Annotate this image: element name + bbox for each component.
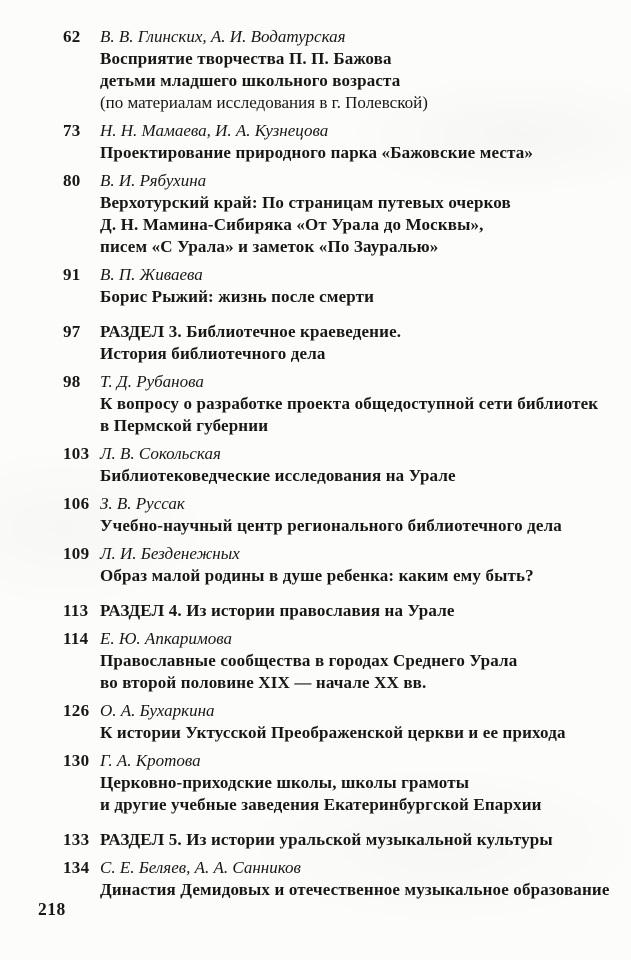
entry-authors: Л. В. Сокольская bbox=[100, 444, 221, 463]
entry-authors: В. В. Глинских, А. И. Водатурская bbox=[100, 27, 346, 46]
section-title-line: История библиотечного дела bbox=[100, 344, 326, 363]
toc-entry bbox=[63, 170, 603, 258]
entry-text bbox=[100, 120, 533, 164]
entry-title-line: Библиотековедческие исследования на Урале bbox=[100, 466, 456, 485]
entry-authors: Г. А. Кротова bbox=[100, 751, 201, 770]
entry-page-number: 62 bbox=[63, 27, 81, 46]
entry-text bbox=[100, 700, 566, 744]
entry-title-line: в Пермской губернии bbox=[100, 416, 269, 435]
entry-page-number: 134 bbox=[63, 858, 90, 877]
entry-authors: Е. Ю. Апкаримова bbox=[100, 629, 232, 648]
entry-page-number: 91 bbox=[63, 265, 81, 284]
entry-title-line: и другие учебные заведения Екатеринбургской Епархии bbox=[100, 795, 542, 814]
toc-entry bbox=[63, 120, 603, 164]
toc-entry bbox=[63, 264, 603, 308]
entry-page-number: 106 bbox=[63, 494, 90, 513]
toc-entry bbox=[63, 857, 610, 901]
entry-page-number: 113 bbox=[63, 601, 89, 620]
entry-title-line: К вопросу о разработке проекта общедоступной сети библиотек bbox=[100, 394, 599, 413]
entry-title-line: писем «С Урала» и заметок «По Зауралью» bbox=[100, 237, 439, 256]
entry-text bbox=[100, 443, 456, 487]
entry-text bbox=[100, 543, 534, 587]
entry-note: (по материалам исследования в г. Полевской) bbox=[100, 93, 428, 112]
entry-authors: Т. Д. Рубанова bbox=[100, 372, 204, 391]
entry-page-number: 109 bbox=[63, 544, 90, 563]
entry-title-line: во второй половине XIX — начале XX вв. bbox=[100, 673, 427, 692]
entry-title-line: Верхотурский край: По страницам путевых очерков bbox=[100, 193, 511, 212]
entry-authors: О. А. Бухаркина bbox=[100, 701, 215, 720]
entry-page-number: 130 bbox=[63, 751, 90, 770]
toc-entry bbox=[63, 493, 603, 537]
entry-text bbox=[100, 628, 517, 694]
section-title-line: РАЗДЕЛ 5. Из истории уральской музыкальной культуры bbox=[100, 830, 553, 849]
entry-authors: Л. И. Безденежных bbox=[100, 544, 240, 563]
entry-authors: Н. Н. Мамаева, И. А. Кузнецова bbox=[100, 121, 329, 140]
entry-title-line: К истории Уктусской Преображенской церкви и ее прихода bbox=[100, 723, 566, 742]
toc-entry bbox=[63, 700, 603, 744]
entry-text bbox=[100, 170, 511, 258]
entry-text bbox=[100, 371, 598, 437]
section-title-line: РАЗДЕЛ 3. Библиотечное краеведение. bbox=[100, 322, 402, 341]
toc-section-entry bbox=[63, 829, 603, 851]
toc-section-entry bbox=[63, 321, 603, 365]
entry-page-number: 114 bbox=[63, 629, 89, 648]
entry-page-number: 103 bbox=[63, 444, 90, 463]
entry-title-line: Православные сообщества в городах Среднего Урала bbox=[100, 651, 518, 670]
entry-page-number: 133 bbox=[63, 830, 90, 849]
toc-entry bbox=[63, 443, 603, 487]
entry-text bbox=[100, 493, 562, 537]
entry-title-line: Образ малой родины в душе ребенка: каким ему быть? bbox=[100, 566, 534, 585]
entry-text bbox=[100, 829, 553, 851]
toc-entry bbox=[63, 543, 603, 587]
entry-title-line: Церковно-приходские школы, школы грамоты bbox=[100, 773, 470, 792]
entry-title-line: Учебно-научный центр регионального библиотечного дела bbox=[100, 516, 562, 535]
entry-authors: В. И. Рябухина bbox=[100, 171, 207, 190]
entry-title-line: Династия Демидовых и отечественное музыкальное образование bbox=[100, 880, 610, 899]
entry-page-number: 98 bbox=[63, 372, 81, 391]
entry-authors: З. В. Руссак bbox=[100, 494, 185, 513]
entry-page-number: 80 bbox=[63, 171, 81, 190]
entry-page-number: 126 bbox=[63, 701, 90, 720]
entry-authors: В. П. Живаева bbox=[100, 265, 203, 284]
entry-text bbox=[100, 321, 401, 365]
book-page-number: 218 bbox=[38, 899, 66, 919]
entry-text bbox=[100, 264, 374, 308]
entry-title-line: Борис Рыжий: жизнь после смерти bbox=[100, 287, 375, 306]
entry-title-line: Восприятие творчества П. П. Бажова bbox=[100, 49, 392, 68]
entry-title-line: Проектирование природного парка «Бажовские места» bbox=[100, 143, 534, 162]
toc-entry bbox=[63, 750, 603, 816]
entry-title-line: Д. Н. Мамина-Сибиряка «От Урала до Москвы», bbox=[100, 215, 484, 234]
toc-entry bbox=[63, 26, 603, 114]
entry-text bbox=[100, 26, 428, 114]
toc-entry bbox=[63, 371, 603, 437]
toc-section-entry bbox=[63, 600, 603, 622]
toc-entry bbox=[63, 628, 603, 694]
entry-authors: С. Е. Беляев, А. А. Санников bbox=[100, 858, 301, 877]
section-title-line: РАЗДЕЛ 4. Из истории православия на Урале bbox=[100, 601, 455, 620]
entry-text bbox=[100, 750, 542, 816]
entry-text bbox=[100, 600, 455, 622]
entry-text bbox=[100, 857, 610, 901]
entry-title-line: детьми младшего школьного возраста bbox=[100, 71, 401, 90]
entry-page-number: 97 bbox=[63, 322, 81, 341]
entry-page-number: 73 bbox=[63, 121, 81, 140]
